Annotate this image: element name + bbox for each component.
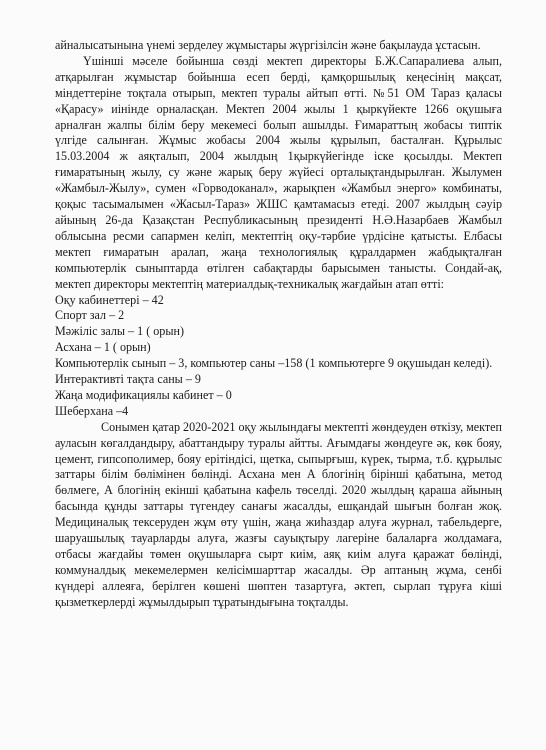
inventory-item-assembly-hall: Мәжіліс залы – 1 ( орын) bbox=[55, 324, 184, 339]
inventory-item-modified-cabinet: Жаңа модификациялы кабинет – 0 bbox=[55, 387, 232, 402]
inventory-item-workshop: Шеберхана –4 bbox=[55, 403, 129, 418]
inventory-item-interactive-boards: Интерактивті тақта саны – 9 bbox=[55, 372, 201, 387]
inventory-list bbox=[55, 293, 502, 420]
inventory-item-classrooms: Оқу кабинеттері – 42 bbox=[55, 292, 164, 307]
inventory-item-computer-class: Компьютерлік сынып – 3, компьютер саны –158 (1 компьютерге 9 оқушыдан келеді). bbox=[55, 356, 493, 371]
inventory-item-canteen: Асхана – 1 ( орын) bbox=[55, 340, 151, 355]
inventory-item-sport-hall: Спорт зал – 2 bbox=[55, 308, 125, 323]
third-issue-paragraph: Үшінші мәселе бойынша сөзді мектеп директоры Б.Ж.Сапаралиева алып, атқарылған жұмыстар бойынша есеп берді, қамқоршылық кеңесінің мақсат, міндеттеріне тоқтала отырып, мектеп туралы айтып өтті. №51 ОМ Тараз қаласы «Қарасу» иінінде орналасқан. Мектеп 2004 жылы 1 қыркүйекте 1266 оқушыға арналған жалпы білім беру мекемесі болып ашылды. Ғимараттың жобасы типтік үлгіде салынған. Жұмыс жобасы 2004 жылы құрылып, басталған. Құрылыс 15.03.2004 ж аяқталып, 2004 жылдың 1қыркүйегінде іске қосылды. Мектеп ғимаратының жылу, су және жарық беру жүйесі орталықтандырылған. Жылумен «Жамбыл-Жылу», сумен «Горводоканал», жарықпен «Жамбыл энерго» комбинаты, қоқыс тасымалымен «Жасыл-Тараз» ЖШС қамтамасыз етеді. 2007 жылдың сәуір айының 26-да Қазақстан Республикасының президенті Н.Ә.Назарбаев Жамбыл облысына ресми сапармен келіп, мектептің оқу-тәрбие үрдісіне қатысты. Елбасы мектеп ғимаратын аралап, жаңа технологиялық құралдармен жабдықталған компьютерлік сыныптарда өтілген сабақтарды барысымен танысты. Сондай-ақ, мектеп директоры мектептің материалдық-техникалық жағдайын атап өтті: bbox=[55, 53, 502, 291]
repair-paragraph: Сонымен қатар 2020-2021 оқу жылындағы мектепті жөндеуден өткізу, мектеп ауласын көгалдандыру, абаттандыру туралы айтты. Ағымдағы жөндеуге әк, көк бояу, цемент, гипсополимер, бояу ерітіндісі, щетка, сыпырғыш, күрек, тырма, т.б. құрылыс заттары білім бөлімінен бөлінді. Асхана мен А блогінің бірінші қабатына, метод бөлмеге, А блогінің екінші қабатына кафель төселді. 2020 жылдың қараша айының басында құнды заттары түгендеу санағы жасалды, ешқандай шығын болған жоқ. Медициналық тексеруден жұм өту үшін, жаңа жиһаздар алуға журнал, табельдерге, шаруашылық тауарларды алуға, жазғы сауықтыру лагеріне балаларға жолдамаға, отбасы жағдайы төмен оқушыларға сырт киім, аяқ киім алуға қаражат бөлінді, коммуналдық мекемелермен келісімшарттар жасалды. Әр аптаның жұма, сенбі күндері аллеяға, берілген көшені шөптен тазартуға, әктеп, сырлап тұруға кіші қызметкерлерді жұмылдырып тұратындығына тоқталды. bbox=[55, 419, 502, 609]
intro-paragraph: айналысатынына үнемі зерделеу жұмыстары жүргізілсін және бақылауда ұстасын. bbox=[55, 38, 481, 52]
